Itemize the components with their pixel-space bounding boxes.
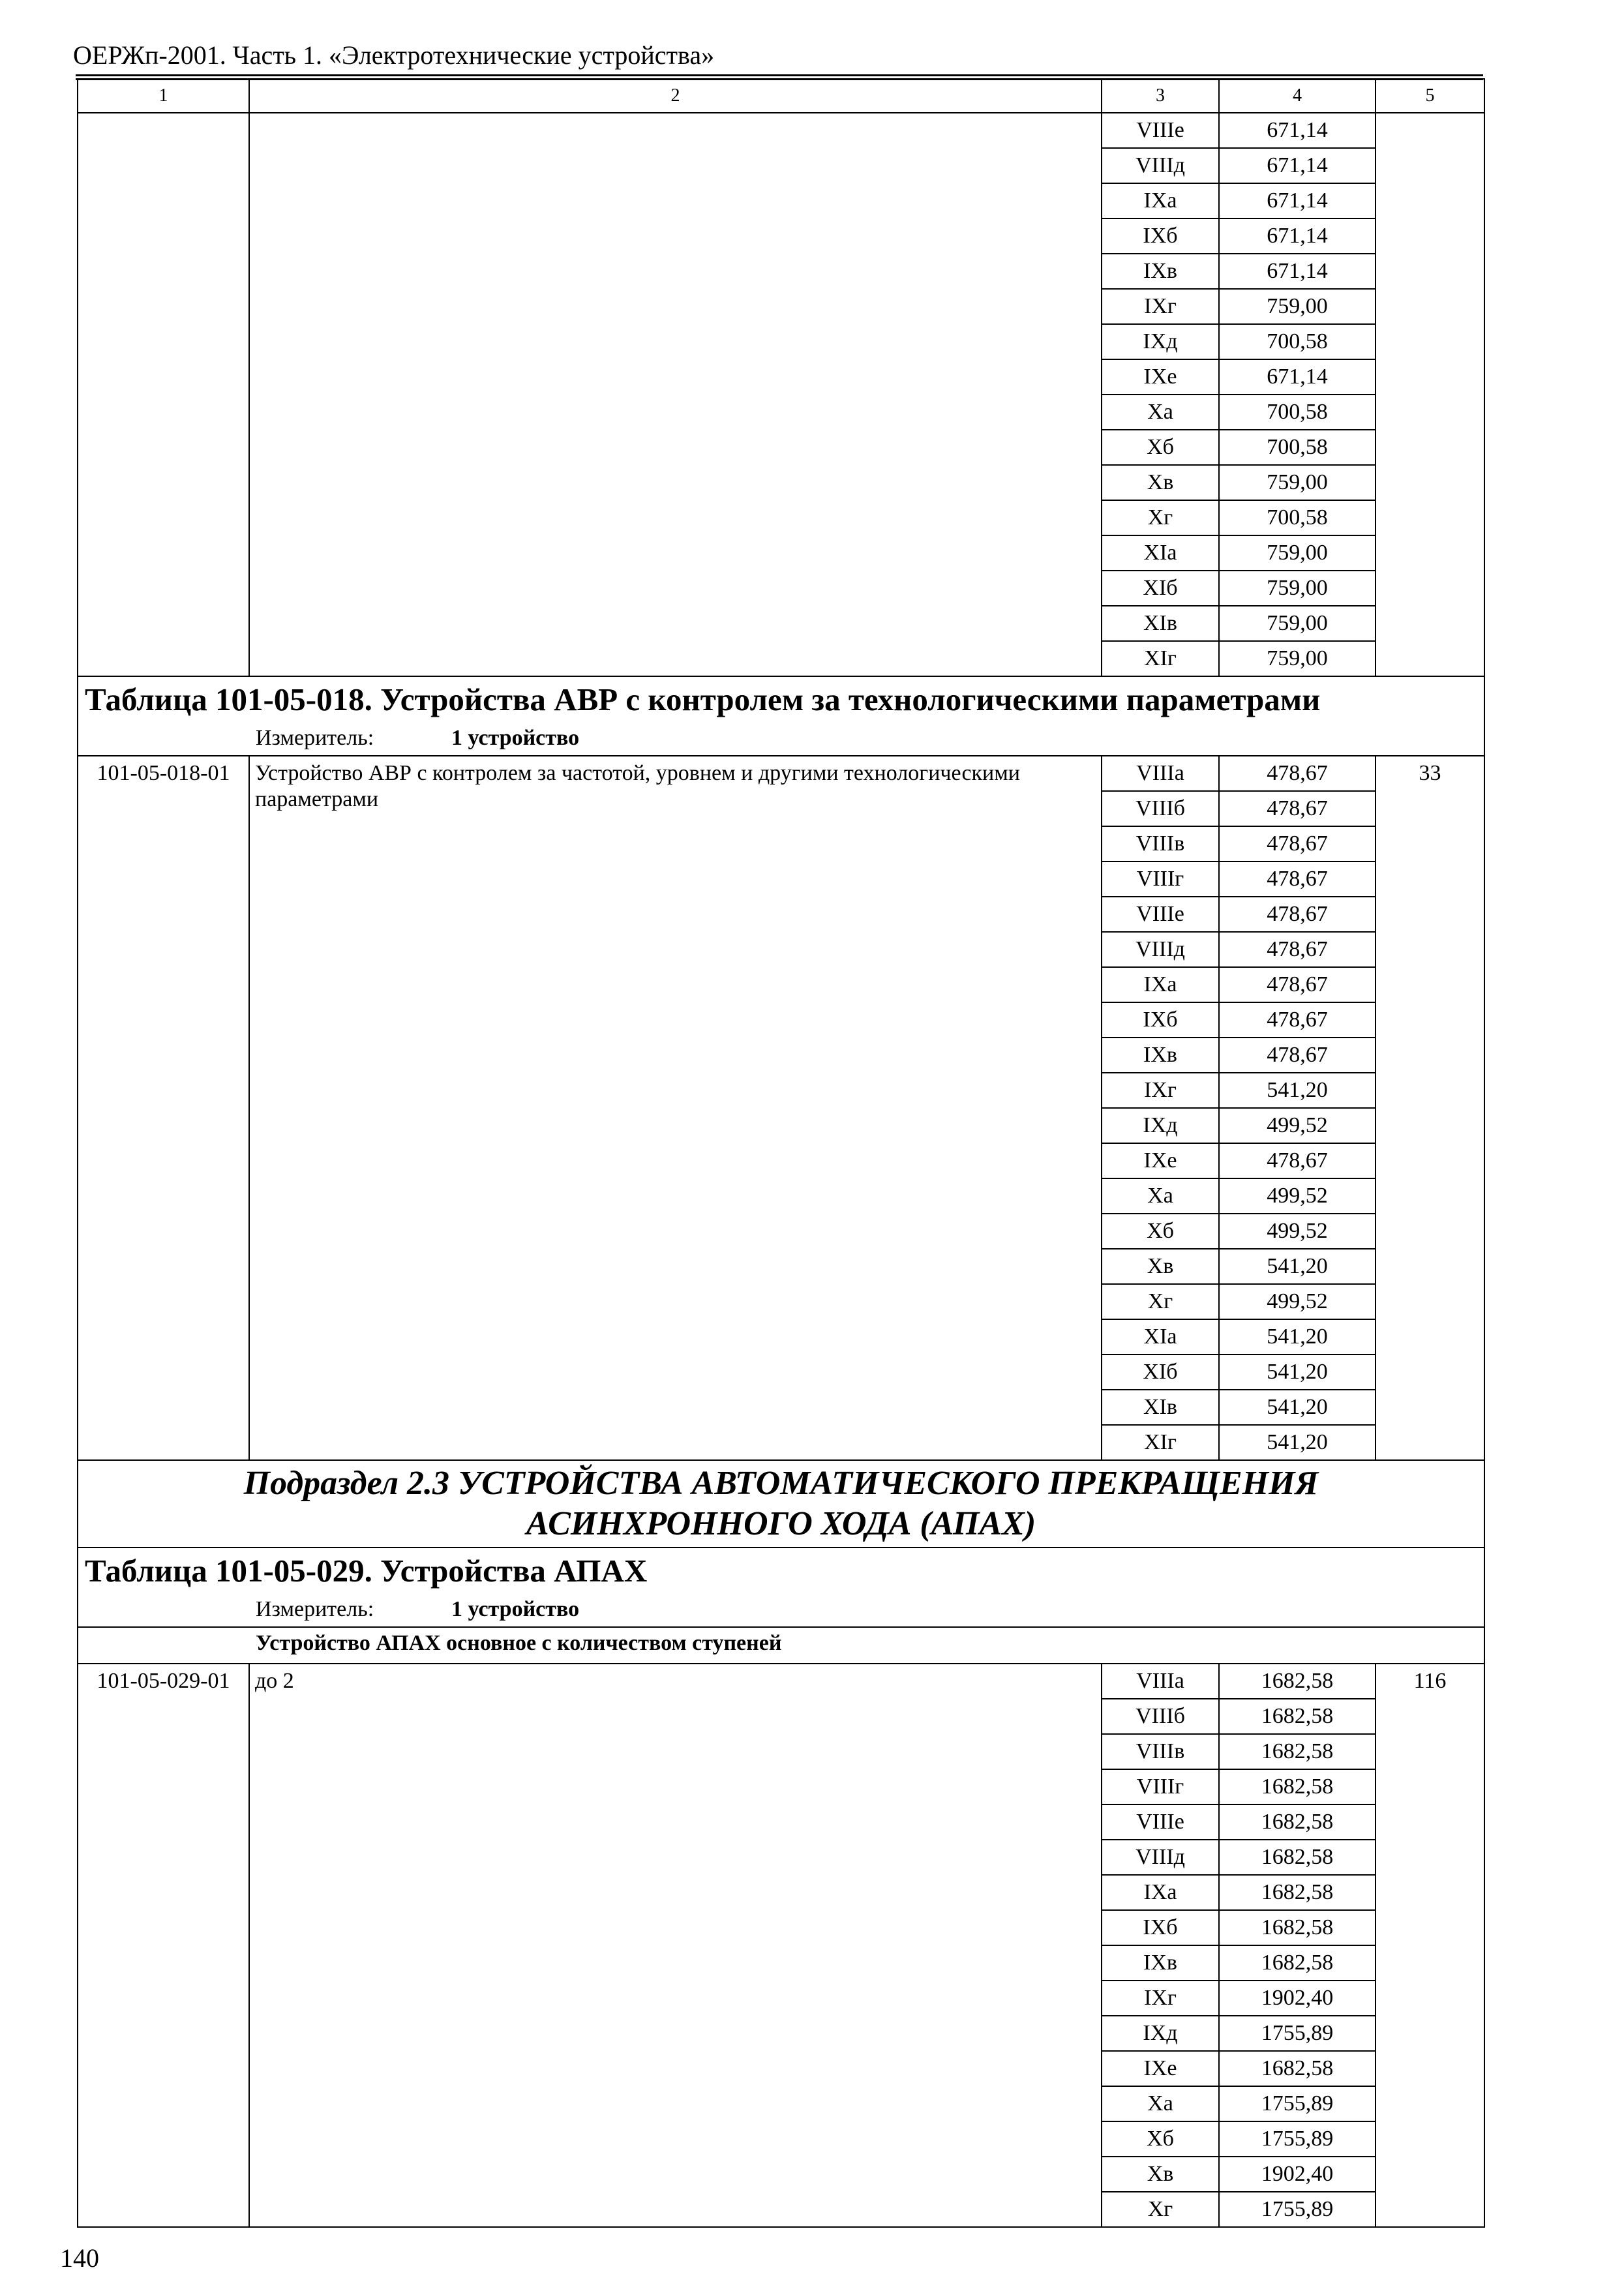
price-zone: XIв: [1102, 1390, 1219, 1425]
measurer-row: [78, 725, 1484, 756]
price-value: 1682,58: [1219, 1769, 1376, 1804]
price-zone: Xг: [1102, 500, 1219, 535]
price-zone: IXв: [1102, 1945, 1219, 1981]
price-value: 1902,40: [1219, 1981, 1376, 2016]
price-zone: Xа: [1102, 395, 1219, 430]
price-value: 1755,89: [1219, 2121, 1376, 2157]
price-value: 541,20: [1219, 1354, 1376, 1390]
price-value: 671,14: [1219, 183, 1376, 218]
measurer-value: 1 устройство: [451, 726, 580, 750]
price-zone: IXв: [1102, 1038, 1219, 1073]
price-value: 759,00: [1219, 641, 1376, 676]
measurer: [78, 725, 1484, 756]
price-value: 541,20: [1219, 1425, 1376, 1460]
measurer: [78, 1596, 1484, 1627]
column-number: 5: [1376, 79, 1484, 113]
price-value: 1682,58: [1219, 1664, 1376, 1699]
price-value: 671,14: [1219, 359, 1376, 395]
price-zone: Xг: [1102, 2192, 1219, 2227]
price-zone: VIIIб: [1102, 1699, 1219, 1734]
price-value: 541,20: [1219, 1073, 1376, 1108]
price-zone: XIг: [1102, 1425, 1219, 1460]
price-value: 700,58: [1219, 324, 1376, 359]
price-value: 671,14: [1219, 254, 1376, 289]
norms-table-body: [78, 79, 1484, 2227]
norm-description: Устройство АВР с контролем за частотой, уровнем и другими технологическими параметрами: [249, 756, 1102, 1460]
column-5-value: [1376, 113, 1484, 676]
price-zone: XIа: [1102, 1319, 1219, 1354]
price-zone: IXв: [1102, 254, 1219, 289]
measurer-value: 1 устройство: [451, 1597, 580, 1621]
price-zone: VIIIд: [1102, 932, 1219, 967]
table-row: [78, 756, 1484, 791]
column-5-value: 33: [1376, 756, 1484, 1460]
price-value: 499,52: [1219, 1178, 1376, 1214]
subsection-heading-line: АСИНХРОННОГО ХОДА (АПАХ): [526, 1505, 1036, 1542]
column-number-row: [78, 79, 1484, 113]
price-zone: Xв: [1102, 1249, 1219, 1284]
price-value: 1682,58: [1219, 1875, 1376, 1910]
price-zone: VIIIв: [1102, 826, 1219, 861]
price-value: 700,58: [1219, 395, 1376, 430]
price-value: 478,67: [1219, 967, 1376, 1002]
price-value: 1682,58: [1219, 1910, 1376, 1945]
price-value: 478,67: [1219, 756, 1376, 791]
price-zone: Xа: [1102, 1178, 1219, 1214]
running-header: ОЕРЖп-2001. Часть 1. «Электротехнические устройства»: [73, 40, 715, 70]
price-zone: Xб: [1102, 430, 1219, 465]
price-value: 478,67: [1219, 897, 1376, 932]
price-value: 478,67: [1219, 1002, 1376, 1038]
price-value: 478,67: [1219, 826, 1376, 861]
price-zone: Xв: [1102, 465, 1219, 500]
price-zone: Xб: [1102, 2121, 1219, 2157]
measurer-row: [78, 1596, 1484, 1627]
norm-code: 101-05-029-01: [78, 1664, 249, 2227]
price-zone: VIIIд: [1102, 148, 1219, 183]
norm-code: 101-05-018-01: [78, 756, 249, 1460]
price-zone: XIв: [1102, 606, 1219, 641]
price-zone: VIIIа: [1102, 1664, 1219, 1699]
price-value: 1682,58: [1219, 1840, 1376, 1875]
price-value: 759,00: [1219, 465, 1376, 500]
price-value: 1682,58: [1219, 2051, 1376, 2086]
price-zone: IXд: [1102, 2016, 1219, 2051]
table-title: Таблица 101-05-018. Устройства АВР с контролем за технологическими параметрами: [78, 676, 1484, 725]
price-zone: IXд: [1102, 1108, 1219, 1143]
price-value: 1755,89: [1219, 2192, 1376, 2227]
page-number: 140: [60, 2243, 99, 2273]
price-zone: Xб: [1102, 1214, 1219, 1249]
price-value: 671,14: [1219, 113, 1376, 148]
price-zone: VIIIг: [1102, 1769, 1219, 1804]
price-zone: VIIIг: [1102, 861, 1219, 897]
price-value: 1902,40: [1219, 2157, 1376, 2192]
header-rule: [76, 74, 1483, 76]
price-value: 1682,58: [1219, 1804, 1376, 1840]
price-zone: Xа: [1102, 2086, 1219, 2121]
measurer-label: Измеритель:: [256, 726, 374, 750]
group-heading-row: [78, 1627, 1484, 1664]
price-value: 1755,89: [1219, 2016, 1376, 2051]
subsection-heading: [78, 1460, 1484, 1548]
price-zone: VIIIе: [1102, 113, 1219, 148]
price-value: 499,52: [1219, 1108, 1376, 1143]
table-row: [78, 1664, 1484, 1699]
price-zone: IXб: [1102, 1002, 1219, 1038]
price-value: 541,20: [1219, 1249, 1376, 1284]
price-zone: IXе: [1102, 359, 1219, 395]
price-value: 1755,89: [1219, 2086, 1376, 2121]
price-value: 541,20: [1219, 1319, 1376, 1354]
column-number: 2: [249, 79, 1102, 113]
subsection-heading-line: Подраздел 2.3 УСТРОЙСТВА АВТОМАТИЧЕСКОГО ПРЕКРАЩЕНИЯ: [243, 1465, 1319, 1502]
price-value: 478,67: [1219, 861, 1376, 897]
price-value: 478,67: [1219, 1143, 1376, 1178]
price-value: 1682,58: [1219, 1734, 1376, 1769]
column-5-value: 116: [1376, 1664, 1484, 2227]
price-zone: IXа: [1102, 967, 1219, 1002]
price-value: 671,14: [1219, 218, 1376, 254]
price-zone: IXб: [1102, 1910, 1219, 1945]
price-zone: IXе: [1102, 1143, 1219, 1178]
measurer-label: Измеритель:: [256, 1597, 374, 1621]
price-value: 671,14: [1219, 148, 1376, 183]
price-value: 478,67: [1219, 1038, 1376, 1073]
price-value: 541,20: [1219, 1390, 1376, 1425]
price-zone: VIIIб: [1102, 791, 1219, 826]
price-zone: XIб: [1102, 1354, 1219, 1390]
column-number: 1: [78, 79, 249, 113]
price-value: 478,67: [1219, 932, 1376, 967]
price-value: 700,58: [1219, 500, 1376, 535]
price-value: 499,52: [1219, 1284, 1376, 1319]
price-value: 759,00: [1219, 606, 1376, 641]
price-zone: IXа: [1102, 1875, 1219, 1910]
norms-table: [77, 78, 1485, 2228]
price-zone: Xв: [1102, 2157, 1219, 2192]
price-zone: Xг: [1102, 1284, 1219, 1319]
price-zone: XIб: [1102, 571, 1219, 606]
price-zone: IXе: [1102, 2051, 1219, 2086]
table-title: Таблица 101-05-029. Устройства АПАХ: [78, 1548, 1484, 1596]
table-title-row: [78, 676, 1484, 725]
table-title-row: [78, 1548, 1484, 1596]
price-zone: VIIIа: [1102, 756, 1219, 791]
price-value: 759,00: [1219, 535, 1376, 571]
price-zone: VIIIв: [1102, 1734, 1219, 1769]
norm-description: до 2: [249, 1664, 1102, 2227]
price-value: 759,00: [1219, 289, 1376, 324]
table-row: [78, 113, 1484, 148]
price-value: 759,00: [1219, 571, 1376, 606]
price-zone: IXа: [1102, 183, 1219, 218]
price-value: 1682,58: [1219, 1945, 1376, 1981]
price-zone: IXб: [1102, 218, 1219, 254]
price-zone: IXг: [1102, 289, 1219, 324]
price-zone: VIIIе: [1102, 897, 1219, 932]
price-zone: VIIIд: [1102, 1840, 1219, 1875]
price-zone: VIIIе: [1102, 1804, 1219, 1840]
price-zone: XIа: [1102, 535, 1219, 571]
column-number: 4: [1219, 79, 1376, 113]
price-value: 478,67: [1219, 791, 1376, 826]
price-zone: IXг: [1102, 1073, 1219, 1108]
norm-code: [78, 113, 249, 676]
subsection-row: [78, 1460, 1484, 1548]
group-heading: Устройство АПАХ основное с количеством ступеней: [78, 1627, 1484, 1664]
price-value: 700,58: [1219, 430, 1376, 465]
price-value: 499,52: [1219, 1214, 1376, 1249]
norm-description: [249, 113, 1102, 676]
price-zone: IXд: [1102, 324, 1219, 359]
price-zone: IXг: [1102, 1981, 1219, 2016]
column-number: 3: [1102, 79, 1219, 113]
price-zone: XIг: [1102, 641, 1219, 676]
price-value: 1682,58: [1219, 1699, 1376, 1734]
